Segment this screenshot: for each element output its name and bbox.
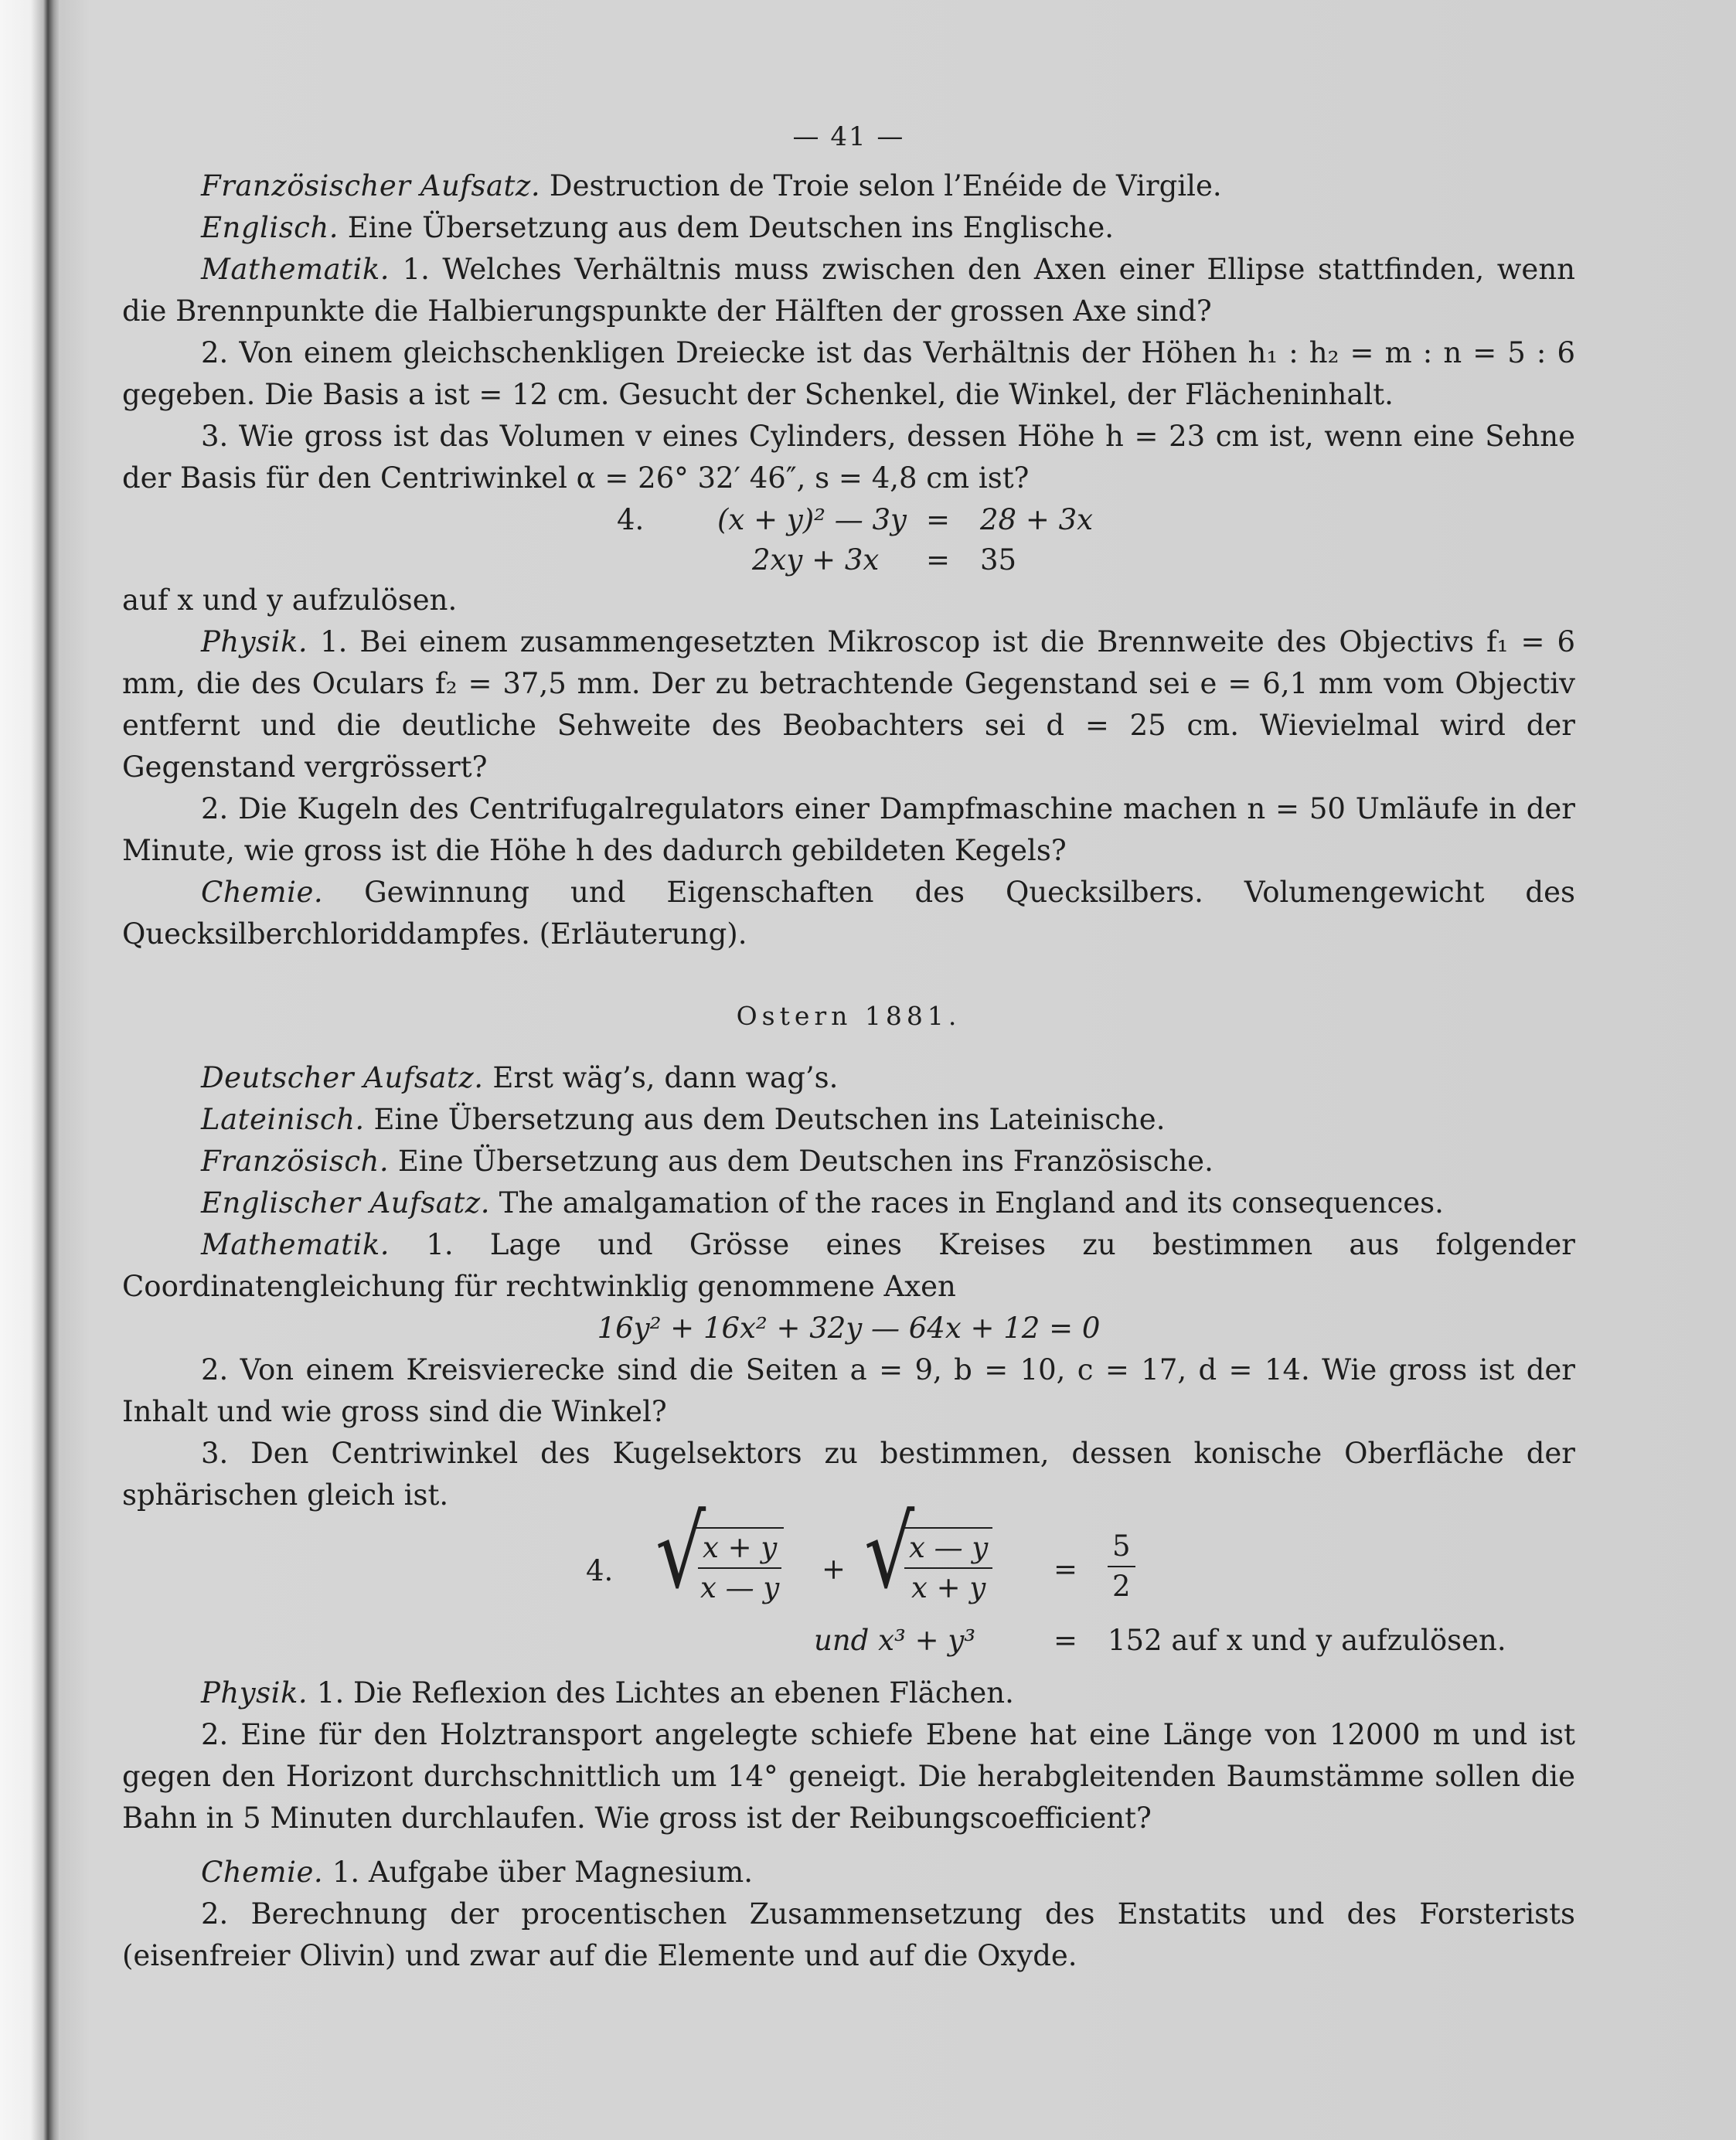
entry-physik-1 bbox=[122, 621, 1575, 788]
fraction-denominator: 2 bbox=[1112, 1570, 1131, 1603]
page-content bbox=[122, 116, 1575, 1977]
radical-sign-icon: √ bbox=[655, 1495, 706, 1611]
entry-mathematik-3: 3. Wie gross ist das Volumen v eines Cylinders, dessen Höhe h = 23 cm ist, wenn eine Sehne der Basis für den Centriwinkel α = 26° 32′ 46″, s = 4,8 cm ist? bbox=[122, 420, 1575, 495]
section-title: Ostern 1881. bbox=[736, 1001, 962, 1031]
entry-chemie-1 bbox=[122, 1852, 1575, 1893]
fraction-1 bbox=[696, 1527, 784, 1608]
coordinate-equation bbox=[122, 1308, 1575, 1349]
subject-heading: Mathematik. bbox=[201, 1228, 390, 1261]
subject-heading: Physik. bbox=[201, 1676, 308, 1710]
entry-text: Erst wäg’s, dann wag’s. bbox=[483, 1061, 839, 1094]
spine-shadow bbox=[60, 0, 91, 2140]
subject-heading: Französischer Aufsatz. bbox=[201, 169, 541, 202]
entry-deutscher-aufsatz bbox=[122, 1057, 1575, 1099]
entry-lateinisch bbox=[122, 1099, 1575, 1141]
fraction-denominator: x + y bbox=[911, 1571, 986, 1604]
subject-heading: Chemie. bbox=[201, 876, 324, 909]
equation-rhs: 28 + 3x bbox=[980, 503, 1094, 536]
entry-text: 1. Welches Verhältnis muss zwischen den Axen einer Ellipse stattfinden, wenn die Brennpunkte die Halbierungspunkte der Hälften der grossen Axe sind? bbox=[122, 253, 1575, 328]
equals-sign: = bbox=[926, 543, 951, 577]
equation-lhs: und x³ + y³ bbox=[814, 1624, 976, 1657]
entry-text: Eine Übersetzung aus dem Deutschen ins Lateinische. bbox=[364, 1103, 1166, 1136]
radical-equation bbox=[122, 1495, 1575, 1620]
equation-line-2 bbox=[122, 539, 1575, 580]
entry-text: Destruction de Troie selon l’Enéide de Virgile. bbox=[540, 169, 1222, 202]
equals-sign: = bbox=[926, 503, 951, 536]
equals-sign: = bbox=[1054, 1553, 1078, 1586]
entry-physik-1 bbox=[122, 1672, 1575, 1714]
entry-mathematik-2: 2. Von einem gleichschenkligen Dreiecke ist das Verhältnis der Höhen h₁ : h₂ = m : n = 5 : 6 gegeben. Die Basis a ist = 12 cm. Gesucht der Schenkel, die Winkel, der Flächeninhalt. bbox=[122, 336, 1575, 411]
fraction-rhs bbox=[1108, 1527, 1135, 1606]
entry-franzoesischer-aufsatz bbox=[122, 165, 1575, 207]
radical-sign-icon: √ bbox=[864, 1495, 915, 1611]
entry-mathematik-3: 3. Den Centriwinkel des Kugelsektors zu bestimmen, dessen konische Oberfläche der sphärischen gleich ist. bbox=[122, 1437, 1575, 1512]
subject-heading: Chemie. bbox=[201, 1856, 324, 1889]
equation-number: 4. bbox=[586, 1554, 614, 1587]
subject-heading: Lateinisch. bbox=[201, 1103, 365, 1136]
subject-heading: Deutscher Aufsatz. bbox=[201, 1061, 484, 1094]
equation-instruction: auf x und y aufzulösen. bbox=[122, 583, 458, 617]
entry-text: Gewinnung und Eigenschaften des Quecksilbers. Volumengewicht des Quecksilberchloriddampfes. (Erläuterung). bbox=[122, 876, 1575, 951]
equation-line-und bbox=[122, 1620, 1575, 1660]
entry-chemie bbox=[122, 872, 1575, 955]
page-number: — 41 — bbox=[792, 121, 905, 152]
entry-physik-2: 2. Die Kugeln des Centrifugalregulators einer Dampfmaschine machen n = 50 Umläufe in der Minute, wie gross ist die Höhe h des dadurch gebildeten Kegels? bbox=[122, 792, 1575, 867]
plus-sign: + bbox=[822, 1553, 846, 1586]
fraction-numerator: x — y bbox=[904, 1529, 992, 1569]
subject-heading: Englischer Aufsatz. bbox=[201, 1186, 490, 1220]
entry-text: Eine Übersetzung aus dem Deutschen ins Französische. bbox=[389, 1145, 1213, 1178]
entry-franzoesisch bbox=[122, 1141, 1575, 1182]
subject-heading: Englisch. bbox=[201, 211, 339, 244]
entry-mathematik-1 bbox=[122, 1224, 1575, 1308]
equation: 16y² + 16x² + 32y — 64x + 12 = 0 bbox=[597, 1312, 1101, 1345]
entry-chemie-2: 2. Berechnung der procentischen Zusammensetzung des Enstatits und des Forsterists (eisenfreier Olivin) und zwar auf die Elemente und auf die Oxyde. bbox=[122, 1897, 1575, 1972]
entry-text: Eine Übersetzung aus dem Deutschen ins Englische. bbox=[339, 211, 1115, 244]
equation-rhs: 152 auf x und y aufzulösen. bbox=[1108, 1624, 1506, 1657]
equation-lhs: 2xy + 3x bbox=[752, 543, 880, 577]
fraction-numerator: 5 bbox=[1108, 1527, 1135, 1567]
entry-text: 1. Die Reflexion des Lichtes an ebenen Flächen. bbox=[308, 1676, 1014, 1710]
entry-englisch bbox=[122, 207, 1575, 249]
subject-heading: Physik. bbox=[201, 625, 308, 658]
equation-line-1 bbox=[122, 499, 1575, 539]
entry-text: 1. Aufgabe über Magnesium. bbox=[323, 1856, 753, 1889]
subject-heading: Mathematik. bbox=[201, 253, 390, 286]
entry-englischer-aufsatz bbox=[122, 1182, 1575, 1224]
equation-lhs: (x + y)² — 3y bbox=[717, 503, 907, 536]
entry-physik-2: 2. Eine für den Holztransport angelegte schiefe Ebene hat eine Länge von 12000 m und ist gegen den Horizont durchschnittlich um 14° geneigt. Die herabgleitenden Baumstämme sollen die Bahn in 5 Minuten durchlaufen. Wie gross ist der Reibungscoefficient? bbox=[122, 1718, 1575, 1835]
entry-text: The amalgamation of the races in England and its consequences. bbox=[490, 1186, 1444, 1220]
subject-heading: Französisch. bbox=[201, 1145, 390, 1178]
entry-text: 1. Bei einem zusammengesetzten Mikroscop ist die Brennweite des Objectivs f₁ = 6 mm, die des Oculars f₂ = 37,5 mm. Der zu betrachtende Gegenstand sei e = 6,1 mm vom Objectiv entfernt und die deutliche Sehweite des Beobachters sei d = 25 cm. Wievielmal wird der Gegenstand vergrössert? bbox=[122, 625, 1575, 784]
entry-text: 1. Lage und Grösse eines Kreises zu bestimmen aus folgender Coordinatengleichung für rechtwinklig genommene Axen bbox=[122, 1228, 1575, 1303]
equation-number: 4. bbox=[617, 503, 645, 536]
fraction-numerator: x + y bbox=[698, 1529, 781, 1569]
equation-rhs: 35 bbox=[980, 543, 1017, 577]
book-spine-edge bbox=[0, 0, 60, 2140]
entry-mathematik-1 bbox=[122, 249, 1575, 332]
fraction-2 bbox=[904, 1527, 992, 1608]
entry-mathematik-2: 2. Von einem Kreisvierecke sind die Seiten a = 9, b = 10, c = 17, d = 14. Wie gross ist der Inhalt und wie gross sind die Winkel? bbox=[122, 1353, 1575, 1428]
equals-sign: = bbox=[1054, 1624, 1078, 1657]
fraction-denominator: x — y bbox=[700, 1571, 780, 1604]
